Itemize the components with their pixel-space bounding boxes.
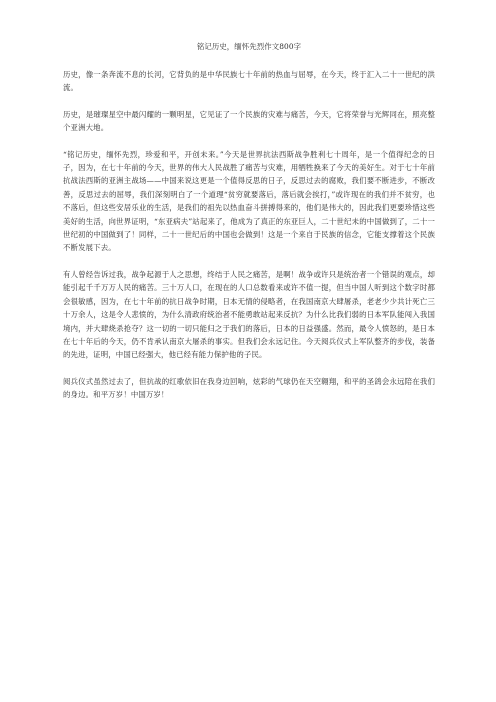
paragraph-1: 历史，像一条奔流不息的长河，它背负的是中华民族七十年前的热血与屈辱，在今天，终于汇入二十一世纪的洪流。 <box>63 70 435 93</box>
paragraph-4: 有人曾经告诉过我，战争起源于人之思想，终结于人民之痛苦，是啊！战争或许只是统治者一个错误的观点，却能引起千千万万人民的痛苦。三十万人口，在现在的人口总数看来或许不值一提，但当中国人听到这个数字时都会很敏感，因为，在七十年前的抗日战争时期，日本无情的侵略者，在我国南京大肆屠杀，老老少少共计死亡三十万余人，这是令人悲愤的，为什么清政府统治者不能勇敢站起来反抗？为什么比我们弱的日本军队能闯入我国境内，并大肆烧杀抢夺？这一切的一切只能归之于我们的落后，日本的日益强盛。然而，最令人愤怒的，是日本在七十年后的今天，仍不肯承认南京大屠杀的事实。但我们会永远记住。今天阅兵仪式上军队整齐的步伐，装备的先进，证明，中国已经强大，他已经有能力保护他的子民。 <box>63 269 435 360</box>
document-title: 铭记历史，缅怀先烈作文800字 <box>196 42 302 51</box>
paragraph-5: 阅兵仪式虽然过去了，但抗战的红歌依旧在我身边回响，炫彩的气球仍在天空翱翔，和平的圣鸽会永远陪在我们的身边。和平万岁！中国万岁！ <box>63 376 435 400</box>
document-page <box>63 42 435 415</box>
paragraph-3: “铭记历史，缅怀先烈，珍爱和平，开创未来。”今天是世界抗法西斯战争胜利七十周年，是一个值得纪念的日子，因为，在七十年前的今天，世界的伟大人民战胜了痛苦与灾难，用牺牲换来了今天的美好生。对于七十年前抗战法西斯的亚洲主战场——中国来说这更是一个值得反思的日子，反思过去的腐败，我们要不断进步，不断改善，反思过去的屈辱，我们深刻明白了一个道理“贫穷就要落后，落后就会挨打，”或许现在的我们并不贫穷，也不落后，但这些安居乐业的生活，是我们的祖先以热血奋斗拼搏得来的，他们是伟大的，因此我们更要珍惜这些美好的生活，向世界证明，“东亚病夫”站起来了，他成为了真正的东亚巨人，二十世纪未的中国做到了，二十一世纪初的中国做到了！同样，二十一世纪后的中国也会做到！这是一个来自于民族的信念，它能支撑着这个民族不断发展下去。 <box>63 149 435 253</box>
paragraph-2: 历史，是璀璨星空中最闪耀的一颗明星，它见证了一个民族的灾难与痛苦，今天，它将荣誉与光辉同在，照亮整个亚洲大地。 <box>63 109 435 133</box>
